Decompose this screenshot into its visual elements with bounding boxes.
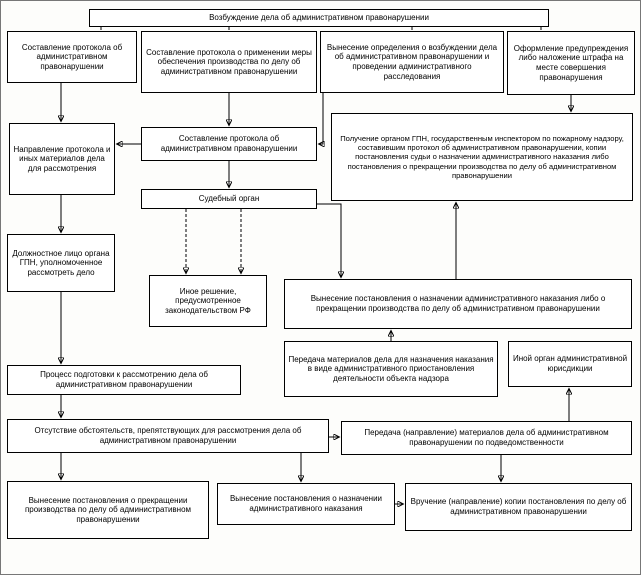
node-official: Должностное лицо органа ГПН, уполномоченное рассмотреть дело <box>7 234 115 292</box>
node-transfer-suspension: Передача материалов дела для назначения наказания в виде административного приостановления деятельности объекта надзора <box>284 341 498 397</box>
node-start: Возбуждение дела об административном правонарушении <box>89 9 549 27</box>
node-protocol2: Составление протокола об административном правонарушении <box>141 127 317 161</box>
node-protocol1: Составление протокола об административном правонарушении <box>7 31 137 83</box>
node-preparation: Процесс подготовки к рассмотрению дела об административном правонарушении <box>7 365 241 395</box>
node-other-jurisdiction: Иной орган административной юрисдикции <box>508 341 632 387</box>
node-warning-fine: Оформление предупреждения либо наложение штрафа на месте совершения правонарушения <box>507 31 635 95</box>
node-ruling-investigation: Вынесение определения о возбуждении дела об административном правонарушении и проведении административного расследования <box>320 31 504 93</box>
node-deliver-copy: Вручение (направление) копии постановления по делу об административном правонарушении <box>405 483 632 531</box>
node-send-materials: Направление протокола и иных материалов дела для рассмотрения <box>9 123 115 195</box>
node-receive-copy: Получение органом ГПН, государственным инспектором по пожарному надзору, составившим протокол об административном правонарушении, копии постановления судьи о назначении административного наказания либо постановления о прекращении производства по делу об административном правонарушении <box>331 113 633 201</box>
edge-court-decision-main <box>317 204 341 277</box>
node-decision-punishment: Вынесение постановления о назначении административного наказания <box>217 483 395 525</box>
node-decision-termination: Вынесение постановления о прекращении производства по делу об административном правонарушении <box>7 481 209 539</box>
node-transfer-jurisdiction: Передача (направление) материалов дела об административном правонарушении по подведомственности <box>341 421 632 455</box>
node-court: Судебный орган <box>141 189 317 209</box>
node-decision-main: Вынесение постановления о назначении административного наказания либо о прекращении производства по делу об административном правонарушении <box>284 279 632 329</box>
node-protocol-measures: Составление протокола о применении меры обеспечения производства по делу об административном правонарушении <box>141 31 317 93</box>
node-other-decision: Иное решение, предусмотренное законодательством РФ <box>149 275 267 327</box>
node-no-obstacles: Отсутствие обстоятельств, препятствующих для рассмотрения дела об административном правонарушении <box>7 419 329 453</box>
edge-ruling-protocol2 <box>319 93 323 144</box>
